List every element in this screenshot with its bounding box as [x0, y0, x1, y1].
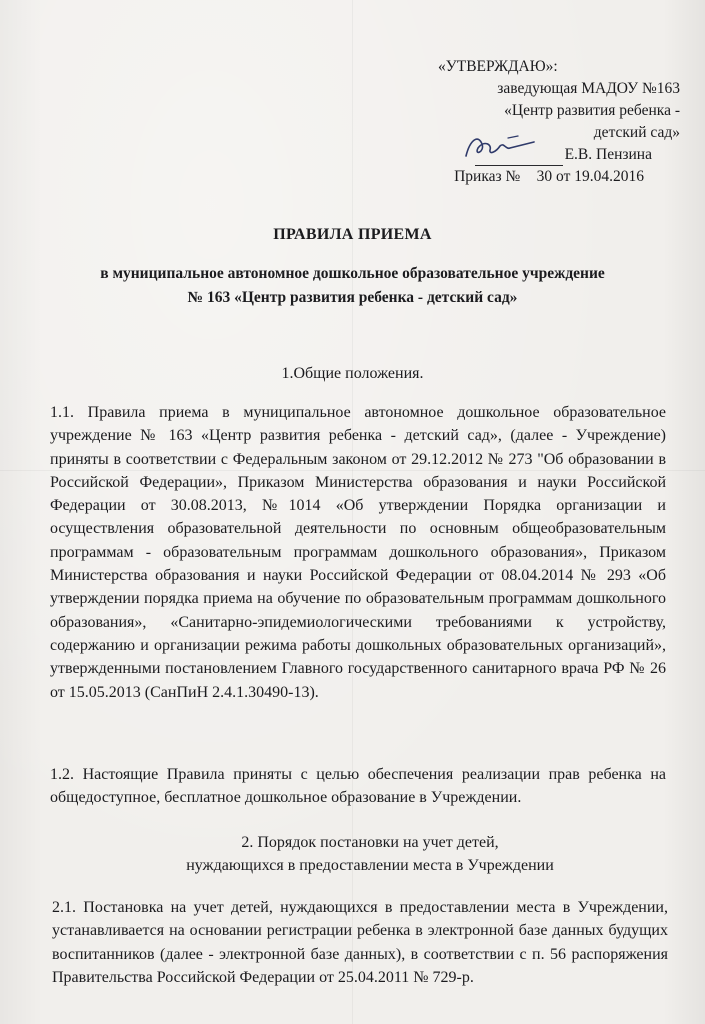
order-line — [420, 166, 680, 188]
document-subtitle — [40, 262, 665, 310]
section1-heading: 1.Общие положения. — [281, 365, 424, 382]
subtitle-line1: в муниципальное автономное дошкольное образовательное учреждение — [100, 265, 605, 282]
signer-name: Е.В. Пензина — [564, 146, 652, 163]
approval-org-line2: детский сад» — [593, 124, 680, 141]
document-title: ПРАВИЛА ПРИЕМА — [273, 226, 432, 243]
approval-block — [420, 56, 680, 188]
approval-title: «УТВЕРЖДАЮ»: — [438, 58, 558, 75]
paragraph-1-1: 1.1. Правила приема в муниципальное автономное дошкольное образовательное учреждение № 163 «Центр развития ребенка - детский сад», (далее - Учреждение) приняты в соответствии с Федеральным законом от 29.12.2012 № 273 "Об образовании в Российской Федерации», Приказом Министерства образования и науки Российской Федерации от 30.08.2013, №1014 «Об утверждении Порядка организации и осуществления образовательной деятельности по основным общеобразовательным программам - образовательным программам дошкольного образования», Приказом Министерства образования и науки Российской Федерации от 08.04.2014 № 293 «Об утверждении порядка приема на обучение по образовательным программам дошкольного образования», «Санитарно-эпидемиологическими требованиями к устройству, содержанию и организации режима работы дошкольных образовательных организаций», утвержденными постановлением Главного государственного санитарного врача РФ № 26 от 15.05.2013 (СанПиН 2.4.1.30490-13). — [50, 404, 666, 701]
handwritten-signature — [460, 130, 540, 164]
section2-heading — [90, 831, 650, 877]
paragraph-1-2: 1.2. Настоящие Правила приняты с целью обеспечения реализации прав ребенка на общедоступное, бесплатное дошкольное образование в Учреждении. — [50, 766, 666, 807]
paragraph-2-1: 2.1. Постановка на учет детей, нуждающихся в предоставлении места в Учреждении, устанавливается на основании регистрации ребенка в электронной базе данных будущих воспитанников (далее - электронной базе данных), в соответствии с п. 56 распоряжения Правительства Российской Федерации от 25.04.2011 № 729-р. — [52, 899, 668, 986]
approval-org-line1: «Центр развития ребенка - — [504, 102, 680, 119]
order-number: 30 — [536, 168, 553, 185]
order-prefix: Приказ № — [454, 168, 521, 185]
signature-row — [420, 144, 680, 166]
section2-heading-line1: 2. Порядок постановки на учет детей, — [241, 834, 499, 851]
subtitle-line2: № 163 «Центр развития ребенка - детский сад» — [187, 289, 518, 306]
order-date: от 19.04.2016 — [556, 168, 644, 185]
section2-heading-line2: нуждающихся в предоставлении места в Учреждении — [186, 857, 554, 874]
approval-position: заведующая МАДОУ №163 — [497, 80, 680, 97]
